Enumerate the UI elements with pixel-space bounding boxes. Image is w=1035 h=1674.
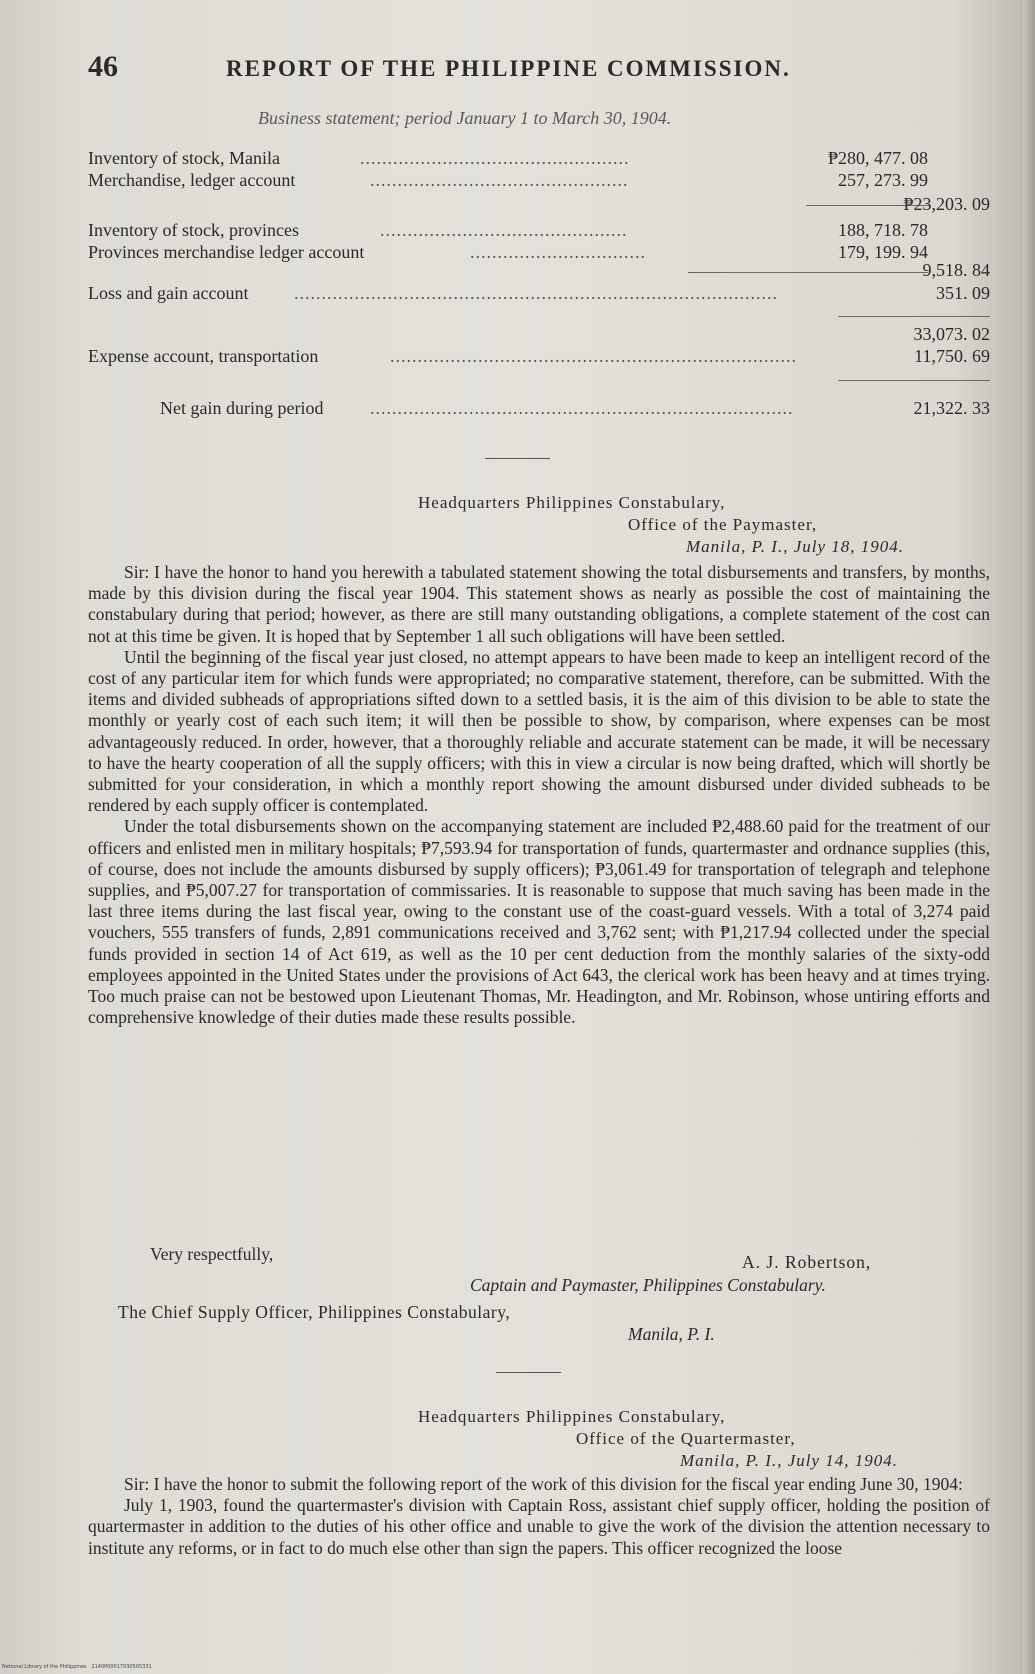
ledger-total: ₱23,203. 09 (903, 194, 990, 214)
leader-dots: .......................................................................... (390, 346, 797, 366)
ledger-label: Loss and gain account (88, 283, 249, 303)
paragraph: Until the beginning of the fiscal year just closed, no attempt appears to have been made to keep an intelligent record of the cost of any particular item for which funds were appropriated; no comparative statement, therefore, can be submitted. With the items and divided subheads of appropriations sifted down to a settled basis, it is the aim of this division to be able to state the monthly or yearly cost of each such item; it will then be possible to show, by comparison, where expenses can be most advantageously reduced. In order, however, that a thoroughly reliable and accurate statement can be made, it will be necessary to have the hearty cooperation of all the supply officers; with this in view a circular is now being drafted, which will shortly be submitted for your consideration, in which a monthly report showing the amount disbursed under divided subheads to be rendered by each supply officer is contemplated. (88, 646, 990, 816)
statement-title: Business statement; period January 1 to March 30, 1904. (258, 108, 672, 128)
letterhead-line: Office of the Paymaster, (628, 515, 818, 534)
closing: Very respectfully, (150, 1244, 274, 1264)
letterhead-date: Manila, P. I., July 14, 1904. (680, 1451, 899, 1470)
section-separator (496, 1372, 561, 1373)
paragraph: Sir: I have the honor to submit the following report of the work of this division for the fiscal year ending June 30, 1904: (124, 1474, 963, 1494)
signature: A. J. Robertson, (742, 1252, 872, 1272)
section-separator (485, 458, 550, 459)
ledger-value: 188, 718. 78 (838, 220, 928, 240)
ledger-label: Provinces merchandise ledger account (88, 242, 365, 262)
leader-dots: ................................ (470, 242, 646, 262)
ledger-total: 351. 09 (936, 283, 990, 303)
ledger-label: Merchandise, ledger account (88, 170, 296, 190)
ledger-value: 179, 199. 94 (838, 242, 928, 262)
leader-dots: ........................................................................................ (294, 283, 778, 303)
ledger-total: 11,750. 69 (914, 346, 990, 366)
ledger-row (88, 324, 993, 348)
letterhead-line: Headquarters Philippines Constabulary, (418, 493, 726, 512)
ledger-row (88, 170, 993, 194)
sum-rule (838, 316, 990, 317)
letterhead-line: Office of the Quartermaster, (576, 1429, 796, 1448)
ledger-label: Net gain during period (160, 398, 324, 418)
page-number: 46 (88, 50, 118, 83)
page-edge-shadow (1023, 0, 1035, 1674)
leader-dots: ............................................................................. (370, 398, 794, 418)
ledger-value: ₱280, 477. 08 (827, 148, 928, 168)
sum-rule (838, 380, 990, 381)
paragraph: Sir: I have the honor to hand you herewith a tabulated statement showing the total disbursements and transfers, by months, made by this division during the fiscal year 1904. This statement shows as nearly as possible the cost of maintaining the constabulary during that period; however, as there are still many outstanding obligations, a complete statement of the cost can not at this time be given. It is hoped that by September 1 all such obligations will have been settled. (88, 562, 990, 646)
ledger-total: 9,518. 84 (922, 260, 990, 280)
ledger-total: 33,073. 02 (913, 324, 990, 344)
running-head: REPORT OF THE PHILIPPINE COMMISSION. (226, 56, 791, 81)
address-place: Manila, P. I. (628, 1324, 715, 1344)
ledger-row (88, 398, 993, 422)
letterhead-quartermaster (418, 1406, 898, 1472)
ledger-row (88, 220, 993, 244)
paragraph: Under the total disbursements shown on the accompanying statement are included ₱2,488.60 paid for the treatment of our officers and enlisted men in military hospitals; ₱7,593.94 for transportation of funds, quartermaster and ordnance supplies (this, of course, does not include the amounts disbursed by supply officers); ₱3,061.49 for transportation of telegraph and telephone supplies, and ₱5,007.27 for transportation of commissaries. It is reasonable to suppose that much saving has been made in the last three items during the last fiscal year, owing to the constant use of the coast-guard vessels. With a total of 3,274 paid vouchers, 555 transfers of funds, 2,891 communications received and 3,762 sent; with ₱1,217.94 collected under the special funds provided in section 14 of Act 619, as well as the 10 per cent deduction from the monthly salaries of the sixty-odd employees appointed in the United States under the provisions of Act 643, the clerical work has been heavy and at times trying. Too much praise can not be bestowed upon Lieutenant Thomas, Mr. Headington, and Mr. Robinson, whose untiring efforts and comprehensive knowledge of their duties made these results possible. (88, 816, 990, 1028)
ledger-row (88, 194, 993, 218)
ledger-value: 257, 273. 99 (838, 170, 928, 190)
paragraph: July 1, 1903, found the quartermaster's division with Captain Ross, assistant chief supply officer, holding the position of quartermaster in addition to the duties of his other office and unable to give the work of the division the attention necessary to institute any reforms, or in fact to do much else other than sign the papers. This officer recognized the loose (88, 1495, 990, 1558)
leader-dots: ................................................. (360, 148, 630, 168)
ledger-row (88, 148, 993, 172)
ledger-row (88, 346, 993, 370)
ledger-total: 21,322. 33 (913, 398, 990, 418)
letterhead-paymaster (418, 492, 904, 558)
page-header (88, 50, 948, 90)
quartermaster-letter-body (88, 1474, 990, 1559)
letterhead-line: Headquarters Philippines Constabulary, (418, 1407, 726, 1426)
ledger-row (88, 260, 993, 284)
ledger-label: Inventory of stock, Manila (88, 148, 280, 168)
paymaster-letter-body (88, 562, 990, 1028)
letterhead-date: Manila, P. I., July 18, 1904. (686, 537, 905, 556)
ledger-row (88, 283, 993, 307)
scan-credit: National Library of the Philippines · 2140P00017930505331 (2, 1664, 152, 1670)
ledger-label: Expense account, transportation (88, 346, 319, 366)
addressee: The Chief Supply Officer, Philippines Constabulary, (118, 1302, 511, 1322)
ledger-label: Inventory of stock, provinces (88, 220, 299, 240)
leader-dots: ............................................. (380, 220, 628, 240)
leader-dots: ............................................... (370, 170, 629, 190)
signatory-title: Captain and Paymaster, Philippines Constabulary. (470, 1275, 826, 1295)
